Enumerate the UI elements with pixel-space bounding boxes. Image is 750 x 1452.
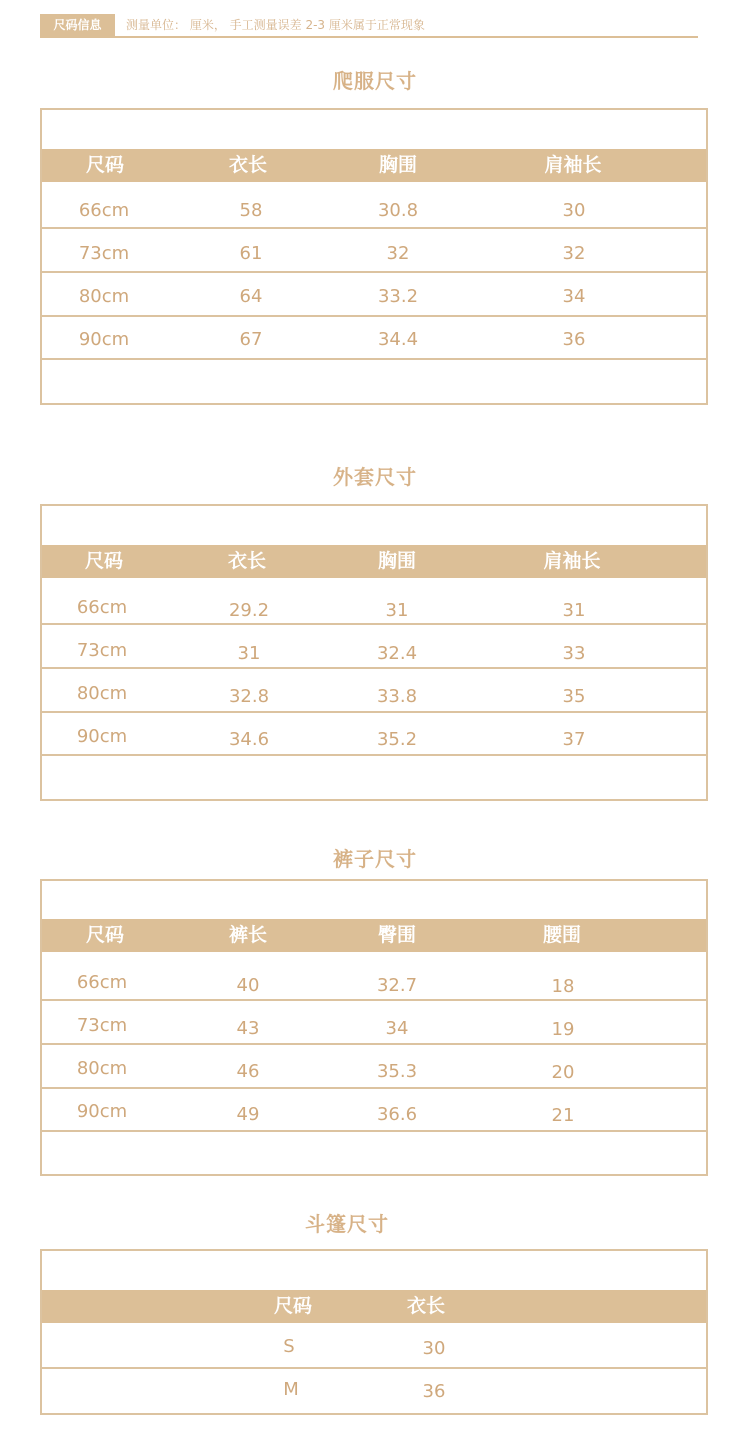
cell-sleeve: 34 [562,286,586,307]
col-header-size: 尺码 [85,154,125,176]
row-divider [42,358,706,360]
row-divider [42,315,706,317]
cell-chest: 32.4 [376,643,418,664]
cell-size: 90cm [78,329,130,350]
cell-size: 80cm [76,1058,128,1079]
cell-size: 73cm [78,243,130,264]
romper-size-table [40,108,708,405]
cell-sleeve: 35 [562,686,586,707]
cell-length: 32.8 [228,686,270,707]
cell-pants-length: 40 [236,975,260,996]
cell-size: S [283,1336,295,1357]
cell-waist: 19 [551,1019,575,1040]
col-header-length: 衣长 [406,1295,446,1317]
col-header-chest: 胸围 [377,550,417,572]
table-header [42,545,706,578]
cell-size: 80cm [78,286,130,307]
cell-chest: 35.2 [376,729,418,750]
col-header-waist: 腰围 [542,924,582,946]
row-divider [42,999,706,1001]
cell-hip: 36.6 [376,1104,418,1125]
row-divider [42,623,706,625]
row-divider [42,1130,706,1132]
cell-length: 31 [237,643,261,664]
pants-size-title: 裤子尺寸 [333,847,417,871]
cell-sleeve: 32 [562,243,586,264]
cell-size: 80cm [76,683,128,704]
coat-size-table [40,504,708,801]
col-header-pants-length: 裤长 [228,924,268,946]
size-info-header [40,14,698,37]
cell-sleeve: 33 [562,643,586,664]
table-header [42,1290,706,1323]
cell-length: 34.6 [228,729,270,750]
pants-size-table [40,879,708,1176]
col-header-length: 衣长 [228,154,268,176]
table-header [42,149,706,182]
row-divider [42,711,706,713]
cell-size: 73cm [76,640,128,661]
cape-size-table [40,1249,708,1415]
cell-chest: 33.2 [377,286,419,307]
cell-pants-length: 43 [236,1018,260,1039]
cell-length: 58 [239,200,263,221]
cell-size: 90cm [76,1101,128,1122]
cell-sleeve: 31 [562,600,586,621]
size-info-tag: 尺码信息 [40,14,115,36]
cell-waist: 21 [551,1105,575,1126]
col-header-length: 衣长 [227,550,267,572]
cell-hip: 34 [385,1018,409,1039]
cell-size: 66cm [76,597,128,618]
measurement-note: 测量单位： 厘米， 手工测量误差 2-3 厘米属于正常现象 [126,18,425,32]
cell-chest: 34.4 [377,329,419,350]
cell-chest: 33.8 [376,686,418,707]
col-header-size: 尺码 [84,550,124,572]
row-divider [42,1087,706,1089]
cell-length: 67 [239,329,263,350]
table-header [42,919,706,952]
cell-pants-length: 46 [236,1061,260,1082]
cell-pants-length: 49 [236,1104,260,1125]
cell-hip: 35.3 [376,1061,418,1082]
cell-size: M [283,1379,299,1400]
cell-sleeve: 37 [562,729,586,750]
col-header-size: 尺码 [273,1295,313,1317]
row-divider [42,667,706,669]
row-divider [42,227,706,229]
cape-size-title: 斗篷尺寸 [305,1212,389,1236]
coat-size-title: 外套尺寸 [333,465,417,489]
col-header-chest: 胸围 [378,154,418,176]
cell-sleeve: 30 [562,200,586,221]
cell-size: 73cm [76,1015,128,1036]
row-divider [42,1367,706,1369]
cell-length: 29.2 [228,600,270,621]
row-divider [42,271,706,273]
cell-chest: 31 [385,600,409,621]
cell-length: 30 [422,1338,446,1359]
header-divider [40,36,698,38]
cell-length: 61 [239,243,263,264]
cell-size: 66cm [78,200,130,221]
col-header-size: 尺码 [85,924,125,946]
row-divider [42,1043,706,1045]
col-header-sleeve: 肩袖长 [543,550,601,572]
cell-chest: 32 [386,243,410,264]
col-header-hip: 臀围 [377,924,417,946]
row-divider [42,754,706,756]
cell-hip: 32.7 [376,975,418,996]
cell-sleeve: 36 [562,329,586,350]
cell-size: 90cm [76,726,128,747]
col-header-sleeve: 肩袖长 [544,154,602,176]
cell-chest: 30.8 [377,200,419,221]
cell-waist: 20 [551,1062,575,1083]
cell-size: 66cm [76,972,128,993]
romper-size-title: 爬服尺寸 [333,69,417,93]
cell-waist: 18 [551,976,575,997]
cell-length: 64 [239,286,263,307]
cell-length: 36 [422,1381,446,1402]
